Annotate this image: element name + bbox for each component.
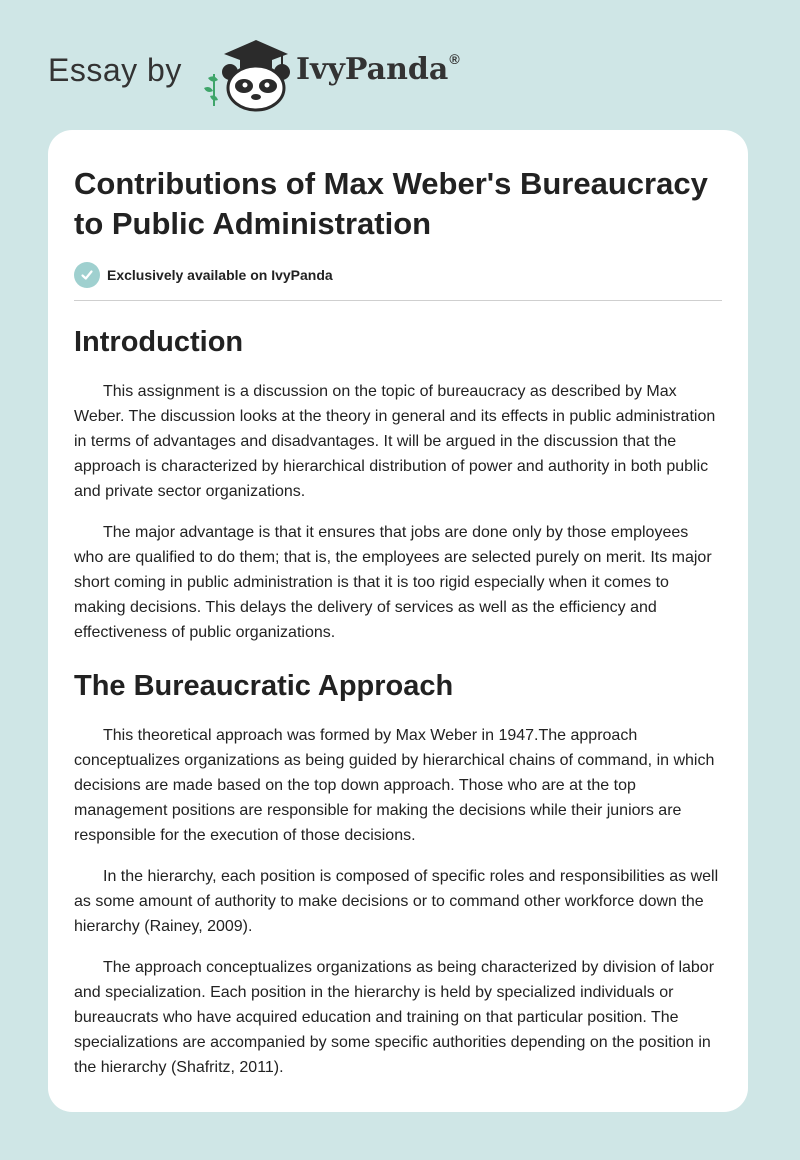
divider bbox=[74, 300, 722, 301]
paragraph: This assignment is a discussion on the topic of bureaucracy as described by Max Weber. The discussion looks at the theory in general and its effects in public administration in terms of advantages and disadvantages. It will be argued in the discussion that the approach is characterized by hierarchical distribution of power and authority in both public and private sector organizations. bbox=[74, 383, 716, 500]
section-introduction bbox=[74, 325, 722, 645]
paragraph: This theoretical approach was formed by Max Weber in 1947.The approach conceptualizes organizations as being guided by hierarchical chains of command, in which decisions are made based on the top down approach. Those who are at the top management positions are responsible for making the decisions while their juniors are responsible for the execution of those decisions. bbox=[74, 727, 715, 844]
exclusive-label: Exclusively available on IvyPanda bbox=[107, 267, 333, 283]
exclusive-badge bbox=[74, 262, 722, 288]
essay-card bbox=[48, 130, 748, 1112]
brand-name[interactable] bbox=[296, 52, 460, 87]
section-heading: Introduction bbox=[74, 326, 244, 358]
checkmark-icon bbox=[74, 262, 100, 288]
panda-logo-icon[interactable] bbox=[200, 34, 292, 112]
registered-mark: ® bbox=[449, 51, 460, 67]
paragraph: The approach conceptualizes organizations as being characterized by division of labor and specialization. Each position in the hierarchy is held by specialized individuals or bureaucrats who have acquired education and training on that particular position. The specializations are accompanied by some specific authorities depending on the position in the hierarchy (Shafritz, 2011). bbox=[74, 959, 715, 1076]
page-title: Contributions of Max Weber's Bureaucracy to Public Administration bbox=[74, 166, 708, 241]
section-heading: The Bureaucratic Approach bbox=[74, 670, 454, 702]
site-header bbox=[48, 30, 748, 110]
essay-by-label: Essay by bbox=[48, 52, 182, 88]
brand-text: IvyPanda bbox=[296, 52, 449, 87]
section-bureaucratic-approach bbox=[74, 669, 722, 1080]
paragraph: The major advantage is that it ensures that jobs are done only by those employees who are qualified to do them; that is, the employees are selected purely on merit. Its major short coming in public administration is that it is too rigid especially when it comes to making decisions. This delays the delivery of services as well as the efficiency and effectiveness of public organizations. bbox=[74, 524, 712, 641]
paragraph: In the hierarchy, each position is composed of specific roles and responsibilities as well as some amount of authority to make decisions or to command other workforce down the hierarchy (Rainey, 2009). bbox=[74, 868, 719, 935]
